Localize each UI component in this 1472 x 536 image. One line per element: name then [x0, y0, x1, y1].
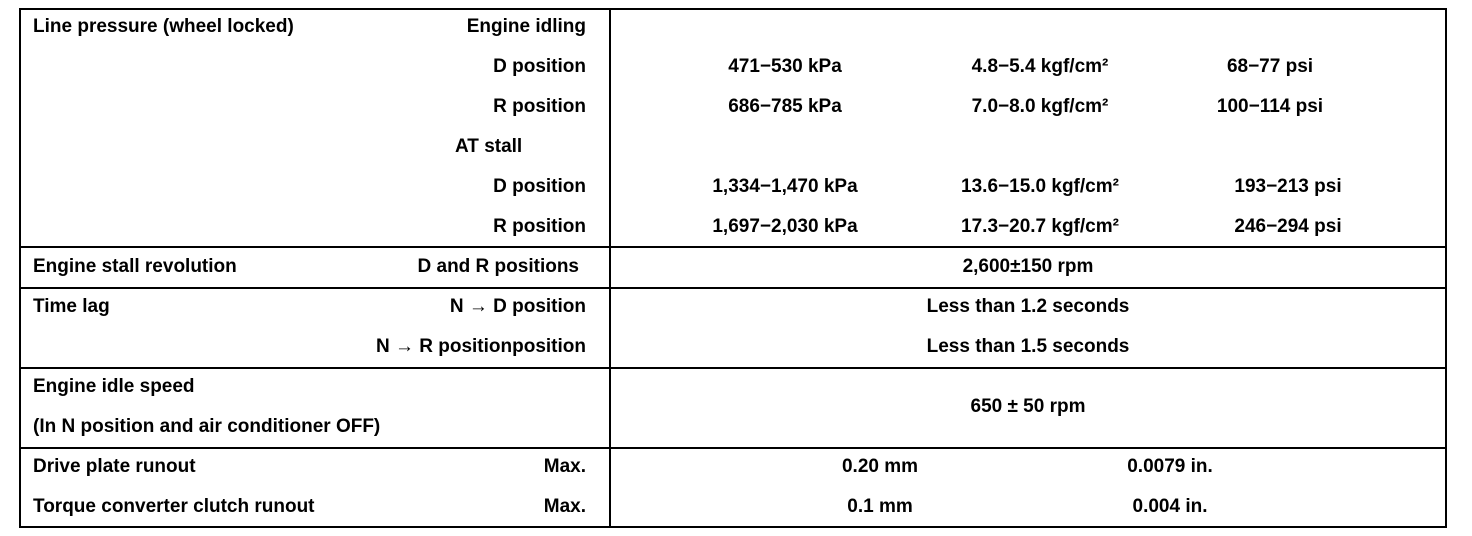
- row-divider: [19, 447, 1447, 449]
- time-lag-nr-value: Less than 1.5 seconds: [926, 336, 1130, 357]
- stall-r-kpa: 1,697−2,030 kPa: [712, 216, 858, 237]
- idle-d-kgf: 4.8−5.4 kgf/cm²: [971, 56, 1109, 77]
- row-divider: [19, 287, 1447, 289]
- torque-converter-label: Torque converter clutch runout: [33, 496, 315, 517]
- idle-d-kpa: 471−530 kPa: [728, 56, 842, 77]
- idle-speed-note: (In N position and air conditioner OFF): [33, 416, 381, 437]
- idle-speed-value: 650 ± 50 rpm: [970, 396, 1086, 417]
- stall-r-kgf: 17.3−20.7 kgf/cm²: [961, 216, 1119, 237]
- drive-plate-in: 0.0079 in.: [1127, 456, 1213, 477]
- engine-idling-label: Engine idling: [466, 16, 586, 37]
- idle-speed-label: Engine idle speed: [33, 376, 195, 397]
- engine-stall-value: 2,600±150 rpm: [962, 256, 1094, 277]
- idle-r-psi: 100−114 psi: [1216, 96, 1324, 117]
- engine-stall-label: Engine stall revolution: [33, 256, 237, 277]
- time-lag-nd-condition: N → D position: [449, 296, 586, 317]
- time-lag-label: Time lag: [33, 296, 110, 317]
- drive-plate-max: Max.: [543, 456, 586, 477]
- drive-plate-mm: 0.20 mm: [841, 456, 919, 477]
- engine-stall-condition: D and R positions: [417, 256, 579, 277]
- at-stall-label: AT stall: [455, 136, 523, 157]
- stall-r-psi: 246−294 psi: [1234, 216, 1342, 237]
- time-lag-nd-value: Less than 1.2 seconds: [926, 296, 1130, 317]
- idle-r-kpa: 686−785 kPa: [728, 96, 842, 117]
- row-divider: [19, 367, 1447, 369]
- stall-d-psi: 193−213 psi: [1234, 176, 1342, 197]
- drive-plate-label: Drive plate runout: [33, 456, 196, 477]
- row-divider: [19, 246, 1447, 248]
- idle-d-position-label: D position: [493, 56, 586, 77]
- stall-d-position-label: D position: [493, 176, 586, 197]
- idle-r-kgf: 7.0−8.0 kgf/cm²: [971, 96, 1109, 117]
- idle-r-position-label: R position: [493, 96, 586, 117]
- time-lag-nr-condition: N → R positionposition: [375, 336, 586, 357]
- torque-converter-mm: 0.1 mm: [847, 496, 913, 517]
- stall-r-position-label: R position: [493, 216, 586, 237]
- torque-converter-max: Max.: [543, 496, 586, 517]
- stall-d-kpa: 1,334−1,470 kPa: [712, 176, 858, 197]
- stall-d-kgf: 13.6−15.0 kgf/cm²: [961, 176, 1119, 197]
- idle-d-psi: 68−77 psi: [1226, 56, 1314, 77]
- line-pressure-title: Line pressure (wheel locked): [33, 16, 294, 37]
- torque-converter-in: 0.004 in.: [1132, 496, 1208, 517]
